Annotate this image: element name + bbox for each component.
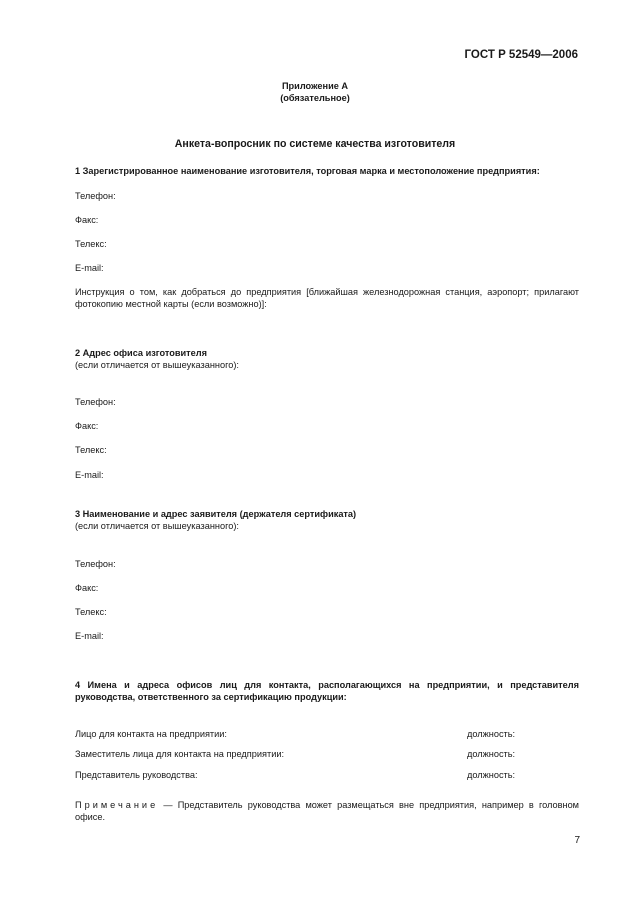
standard-number: ГОСТ Р 52549—2006 — [464, 49, 578, 61]
section4-heading: 4 Имена и адреса офисов лиц для контакта, располагающихся на предприятии, и представителя руководства, ответственного за сертификацию продукции: — [75, 680, 579, 702]
annex-status: (обязательное) — [280, 93, 350, 103]
section3-fax-label: Факс: — [75, 583, 99, 593]
section2-fax-label: Факс: — [75, 421, 99, 431]
section2-telex-label: Телекс: — [75, 445, 107, 455]
section2-heading: 2 Адрес офиса изготовителя — [75, 348, 207, 358]
deputy-contact-position-label: должность: — [467, 749, 516, 759]
deputy-contact-label: Заместитель лица для контакта на предприятии: — [75, 749, 285, 759]
section1-heading: 1 Зарегистрированное наименование изготовителя, торговая марка и местоположение предприятия: — [75, 166, 540, 176]
section3-heading: 3 Наименование и адрес заявителя (держателя сертификата) — [75, 509, 357, 519]
section3-telex-label: Телекс: — [75, 607, 107, 617]
section2-email-label: E-mail: — [75, 470, 104, 480]
management-rep-position-label: должность: — [467, 770, 516, 780]
section1-instructions: Инструкция о том, как добраться до предприятия [ближайшая железнодорожная станция, аэропорт; прилагают фотокопию местной карты (если возможно)]: — [75, 287, 579, 309]
annex-title: Приложение А — [281, 81, 349, 91]
section2-subheading: (если отличается от вышеуказанного): — [75, 360, 239, 370]
contact-person-position-label: должность: — [467, 729, 516, 739]
note-label: Примечание — [75, 800, 159, 810]
note-text: — Представитель руководства может размещаться вне предприятия, например в головном офисе. — [75, 800, 579, 822]
section1-email-label: E-mail: — [75, 263, 104, 273]
section1-fax-label: Факс: — [75, 215, 99, 225]
note — [75, 800, 579, 824]
section1-phone-label: Телефон: — [75, 191, 116, 201]
section1-telex-label: Телекс: — [75, 239, 107, 249]
questionnaire-title: Анкета-вопросник по системе качества изготовителя — [174, 138, 456, 150]
section2-phone-label: Телефон: — [75, 397, 116, 407]
section3-subheading: (если отличается от вышеуказанного): — [75, 521, 239, 531]
management-rep-label: Представитель руководства: — [75, 770, 198, 780]
section3-phone-label: Телефон: — [75, 559, 116, 569]
contact-person-label: Лицо для контакта на предприятии: — [75, 729, 227, 739]
page-number: 7 — [574, 835, 580, 846]
section3-email-label: E-mail: — [75, 631, 104, 641]
